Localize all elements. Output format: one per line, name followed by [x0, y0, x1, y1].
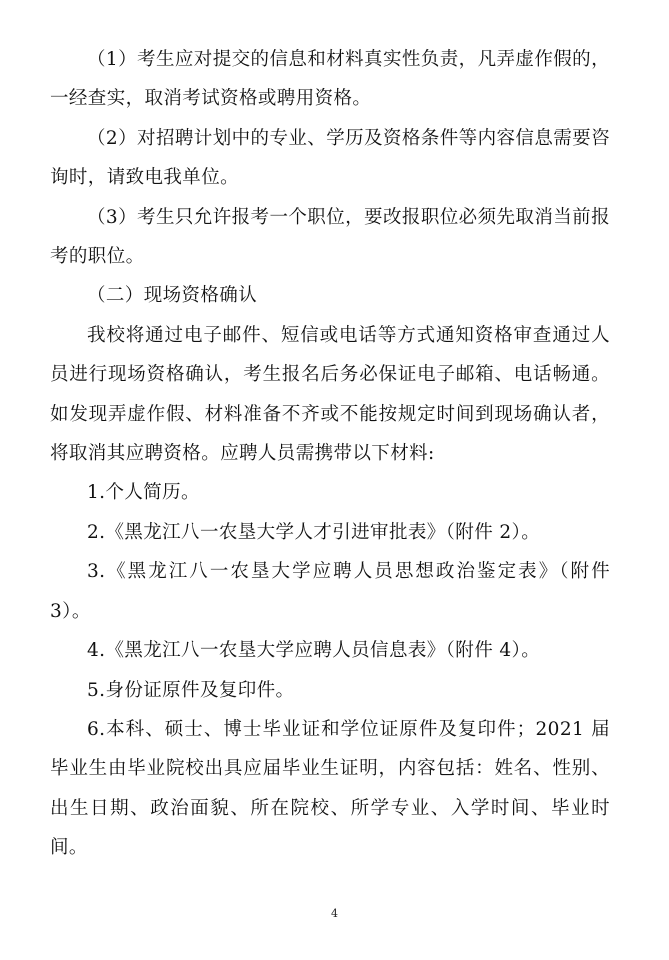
list-item-political-appraisal-form: 3.《黑龙江八一农垦大学应聘人员思想政治鉴定表》（附件 3）。 — [50, 561, 610, 622]
paragraph-responsibility: （1）考生应对提交的信息和材料真实性负责，凡弄虚作假的，一经查实，取消考试资格或聘用资格。 — [50, 49, 610, 110]
list-item-applicant-info-form: 4.《黑龙江八一农垦大学应聘人员信息表》（附件 4）。 — [87, 640, 541, 662]
list-item-approval-form: 2.《黑龙江八一农垦大学人才引进审批表》（附件 2）。 — [87, 521, 541, 543]
document-page — [50, 40, 610, 868]
paragraph-onsite-confirmation: 我校将通过电子邮件、短信或电话等方式通知资格审查通过人员进行现场资格确认，考生报名后务必保证电子邮箱、电话畅通。如发现弄虚作假、材料准备不齐或不能按规定时间到现场确认者，将取消其应聘资格。应聘人员需携带以下材料: — [50, 324, 610, 465]
list-item-id-card: 5.身份证原件及复印件。 — [87, 679, 295, 701]
page-number: 4 — [331, 907, 338, 920]
paragraph-single-position: （3）考生只允许报考一个职位，要改报职位必须先取消当前报考的职位。 — [50, 206, 610, 268]
section-heading-onsite-confirmation: （二）现场资格确认 — [87, 285, 258, 307]
paragraph-inquiry: （2）对招聘计划中的专业、学历及资格条件等内容信息需要咨询时，请致电我单位。 — [50, 127, 610, 189]
list-item-diplomas: 6.本科、硕士、博士毕业证和学位证原件及复印件；2021 届毕业生由毕业院校出具应届毕业生证明，内容包括：姓名、性别、出生日期、政治面貌、所在院校、所学专业、入学时间、毕业时间。 — [50, 718, 610, 859]
list-item-resume: 1.个人简历。 — [87, 482, 200, 504]
